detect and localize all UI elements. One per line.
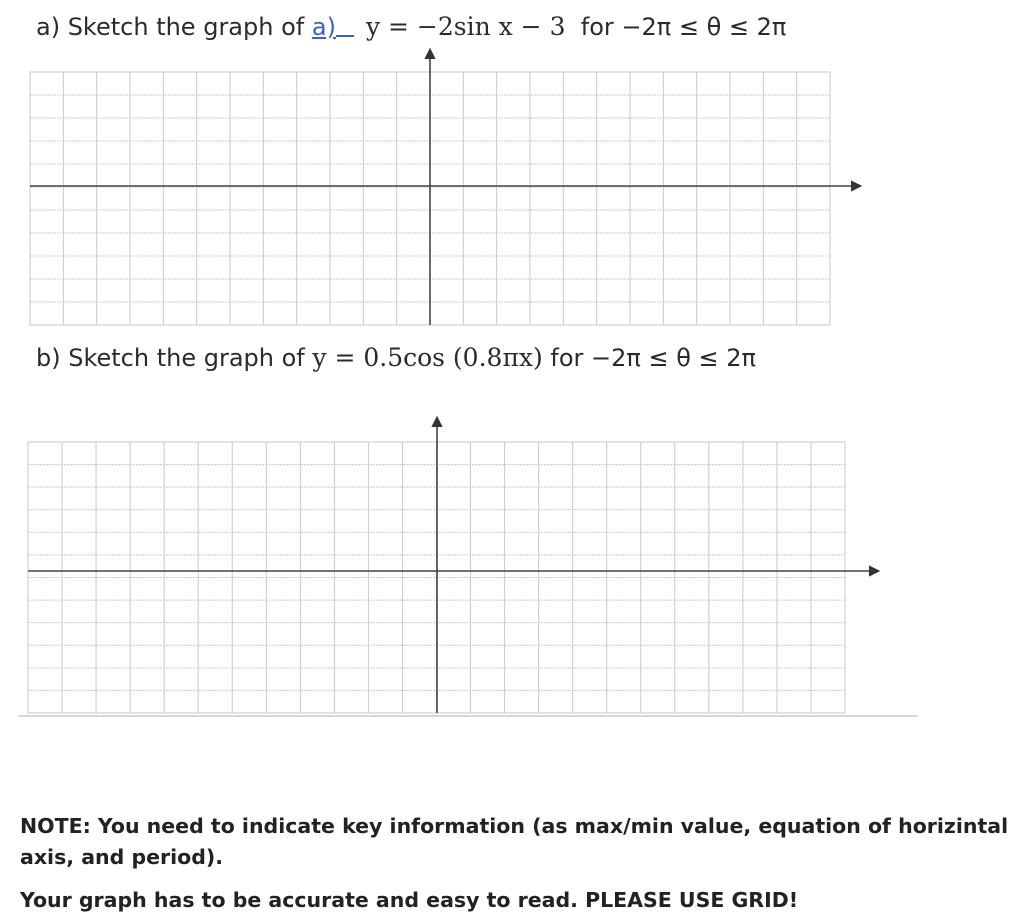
question-b-prefix: b) Sketch the graph of <box>36 344 313 372</box>
question-a-prefix: a) Sketch the graph of <box>36 13 312 41</box>
question-b-domain: for −2π ≤ θ ≤ 2π <box>550 344 756 372</box>
question-a-reference-link[interactable]: a) <box>311 13 336 41</box>
grid-a[interactable] <box>30 50 860 325</box>
question-a-domain: for −2π ≤ θ ≤ 2π <box>580 13 787 41</box>
question-b-equation: y = 0.5cos (0.8πx) <box>312 343 543 372</box>
note-use-grid: Your graph has to be accurate and easy to read. PLEASE USE GRID! <box>20 888 799 912</box>
note-key-information: NOTE: You need to indicate key information (as max/min value, equation of horizintal axis, and period). <box>20 814 1009 869</box>
question-a-equation: y = −2sin x − 3 <box>365 12 566 41</box>
grid-b[interactable] <box>28 418 878 713</box>
